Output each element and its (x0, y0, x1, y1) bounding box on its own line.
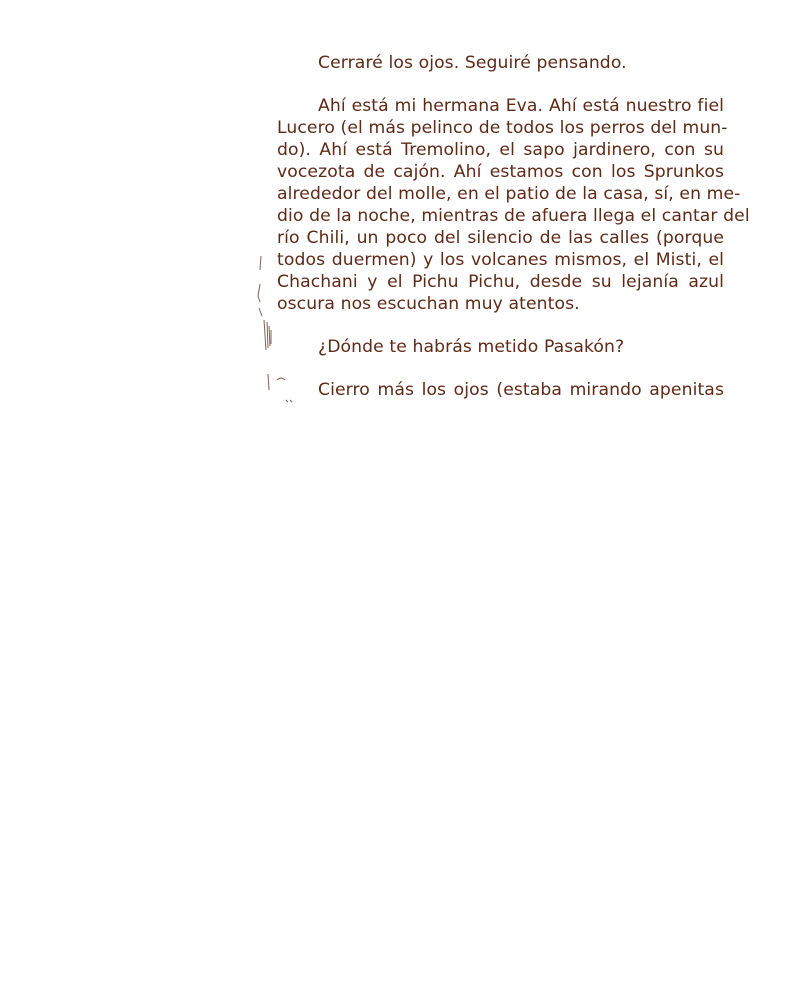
scan-artifact-marks (255, 250, 295, 410)
paragraph-4 (277, 379, 724, 401)
body-text (277, 52, 750, 401)
paragraph-line: do). Ahí está Tremolino, el sapo jardinero, con su (277, 140, 724, 160)
paragraph-line: río Chili, un poco del silencio de las calles (porque (277, 228, 724, 248)
paragraph-line: oscura nos escuchan muy atentos. (277, 294, 580, 314)
paragraph-line: Cerraré los ojos. Seguiré pensando. (318, 53, 627, 73)
paragraph-line: Chachani y el Pichu Pichu, desde su lejanía azul (277, 272, 724, 292)
paragraph-line: Ahí está mi hermana Eva. Ahí está nuestro fiel (318, 96, 724, 116)
paragraph-line: todos duermen) y los volcanes mismos, el Misti, el (277, 250, 724, 270)
paragraph-line: ¿Dónde te habrás metido Pasakón? (318, 337, 625, 357)
paragraph-1 (277, 52, 724, 74)
paragraph-2 (277, 95, 750, 315)
paragraph-3 (277, 336, 724, 358)
paragraph-line: Lucero (el más pelinco de todos los perros del mun- (277, 118, 728, 138)
paragraph-line: Cierro más los ojos (estaba mirando apenitas (318, 380, 724, 400)
paragraph-line: vocezota de cajón. Ahí estamos con los Sprunkos (277, 162, 724, 182)
paragraph-line: dio de la noche, mientras de afuera llega el cantar del (277, 206, 750, 226)
paragraph-line: alrededor del molle, en el patio de la casa, sí, en me- (277, 184, 741, 204)
